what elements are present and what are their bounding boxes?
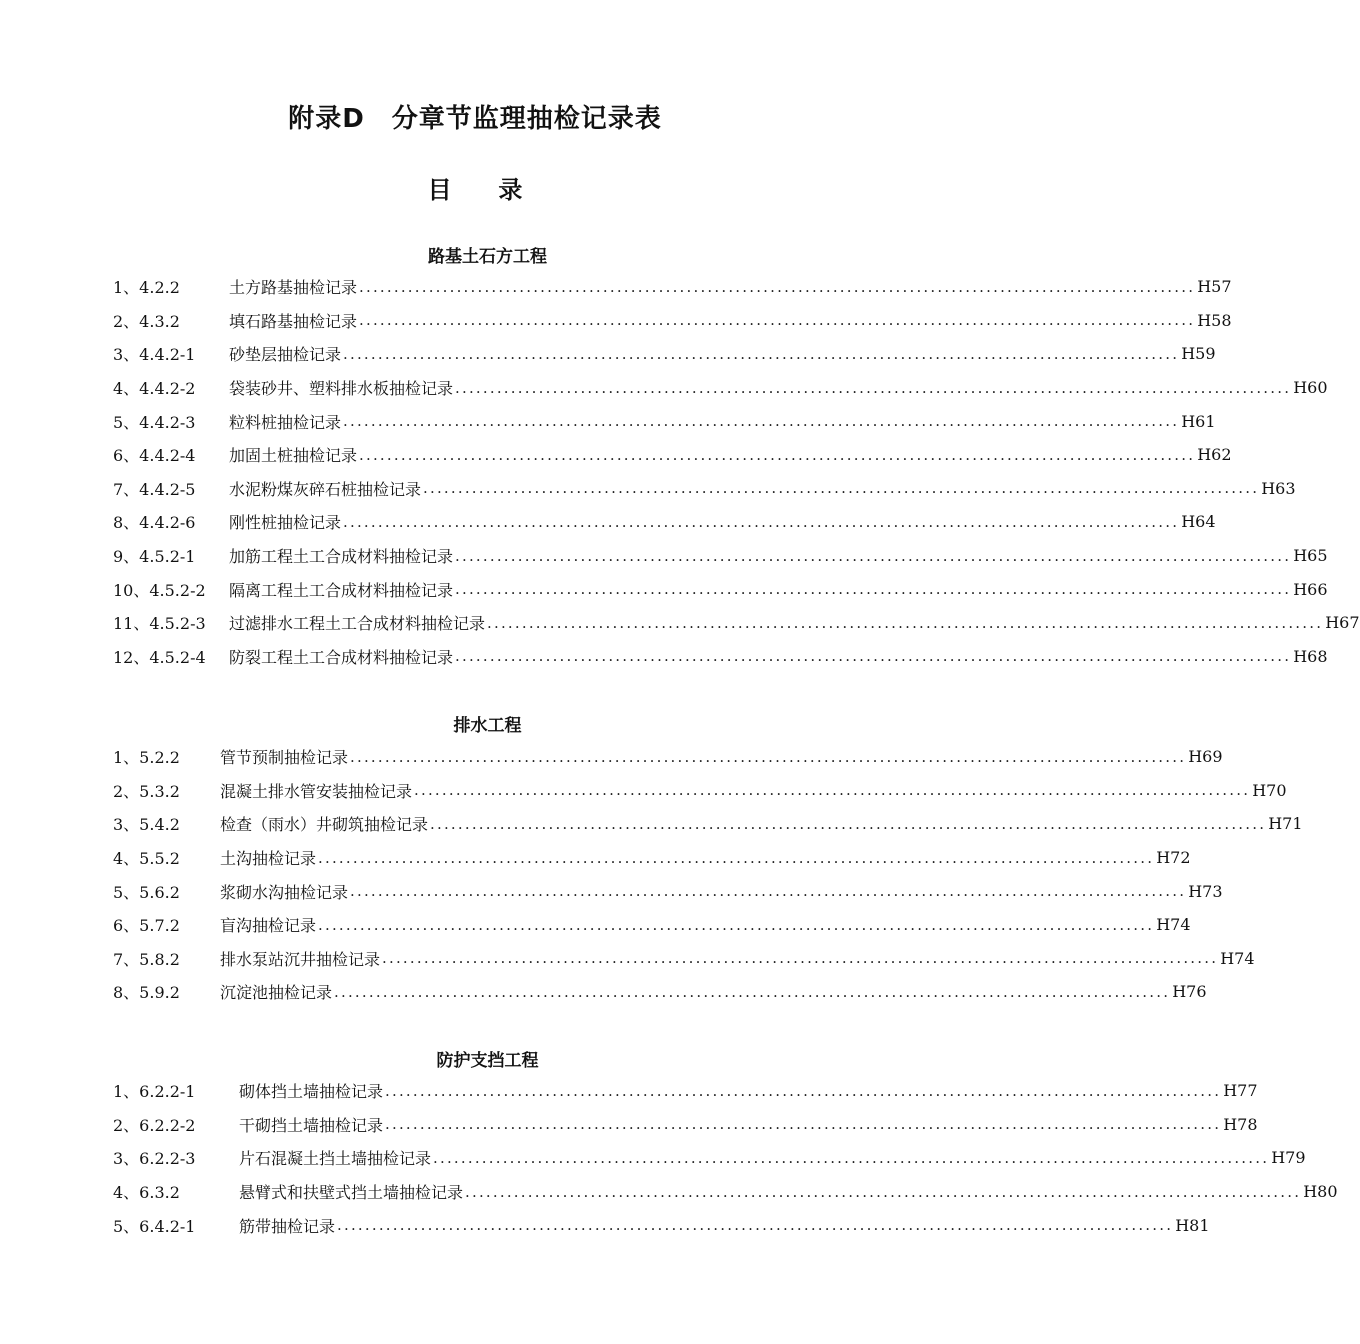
toc-entry-code: 2、5.3.2 <box>113 781 180 801</box>
toc-entry-title: 填石路基抽检记录 <box>229 311 358 331</box>
toc-entry-title: 防裂工程土工合成材料抽检记录 <box>229 647 454 667</box>
toc-entry-page-number: H74 <box>1156 915 1191 935</box>
toc-entry-title: 混凝土排水管安装抽检记录 <box>220 781 413 801</box>
toc-entry-title: 管节预制抽检记录 <box>220 748 349 768</box>
toc-entry-page-number: H57 <box>1197 277 1232 297</box>
toc-entry-title: 隔离工程土工合成材料抽检记录 <box>229 580 454 600</box>
toc-entry-title: 浆砌水沟抽检记录 <box>220 882 349 902</box>
toc-entry-code: 9、4.5.2-1 <box>113 547 196 567</box>
toc-entry[interactable] <box>113 841 1191 875</box>
section-heading-drainage: 排水工程 <box>453 716 522 736</box>
toc-entry-title: 排水泵站沉井抽检记录 <box>220 949 381 969</box>
dot-leader: ........................................................................................................................ <box>334 982 1171 1001</box>
toc-entry-page-number: H73 <box>1188 881 1223 901</box>
toc-entry-page-number: H66 <box>1293 579 1328 599</box>
dot-leader: ........................................................................................................................ <box>430 814 1267 833</box>
toc-entry-code: 8、5.9.2 <box>113 983 180 1003</box>
toc-entry[interactable] <box>113 807 1303 841</box>
toc-entry-code: 7、4.4.2-5 <box>113 479 196 499</box>
toc-entry-title: 片石混凝土挡土墙抽检记录 <box>239 1149 432 1169</box>
toc-entry[interactable] <box>113 640 1328 674</box>
toc-entry-title: 沉淀池抽检记录 <box>220 983 333 1003</box>
toc-entry-code: 3、4.4.2-1 <box>113 345 196 365</box>
toc-entry-page-number: H76 <box>1172 982 1207 1002</box>
dot-leader: ........................................................................................................................ <box>359 277 1196 296</box>
toc-entry[interactable] <box>113 1175 1338 1209</box>
toc-entry-page-number: H79 <box>1271 1148 1306 1168</box>
dot-leader: ........................................................................................................................ <box>337 1216 1174 1235</box>
toc-entry-title: 砌体挡土墙抽检记录 <box>239 1082 384 1102</box>
section-heading-retaining: 防护支挡工程 <box>436 1051 539 1071</box>
toc-entry-page-number: H68 <box>1293 646 1328 666</box>
dot-leader: ........................................................................................................................ <box>350 882 1187 901</box>
toc-entry-title: 盲沟抽检记录 <box>220 916 317 936</box>
toc-entry-page-number: H65 <box>1293 546 1328 566</box>
toc-list-retaining <box>113 1074 1338 1242</box>
toc-entry[interactable] <box>113 942 1255 976</box>
toc-heading <box>0 170 950 205</box>
toc-entry-page-number: H67 <box>1325 613 1360 633</box>
dot-leader: ........................................................................................................................ <box>385 1115 1222 1134</box>
dot-leader: ........................................................................................................................ <box>455 546 1292 565</box>
toc-entry-page-number: H77 <box>1223 1081 1258 1101</box>
toc-entry-title: 加筋工程土工合成材料抽检记录 <box>229 547 454 567</box>
toc-entry-title: 水泥粉煤灰碎石桩抽检记录 <box>229 479 422 499</box>
document-title: 附录D 分章节监理抽检记录表 <box>288 104 662 134</box>
toc-entry[interactable] <box>113 908 1191 942</box>
toc-entry[interactable] <box>113 1208 1210 1242</box>
toc-entry-code: 5、4.4.2-3 <box>113 412 196 432</box>
toc-entry-code: 11、4.5.2-3 <box>113 614 206 634</box>
toc-heading-char-2: 录 <box>498 176 523 204</box>
toc-entry-code: 2、4.3.2 <box>113 311 180 331</box>
dot-leader: ........................................................................................................................ <box>385 1081 1222 1100</box>
toc-list-drainage <box>113 740 1303 1009</box>
toc-entry-code: 4、5.5.2 <box>113 849 180 869</box>
toc-entry-page-number: H72 <box>1156 848 1191 868</box>
toc-entry-code: 8、4.4.2-6 <box>113 513 196 533</box>
toc-entry-page-number: H59 <box>1181 344 1216 364</box>
toc-entry[interactable] <box>113 1108 1258 1142</box>
toc-entry-code: 6、5.7.2 <box>113 916 180 936</box>
toc-entry-code: 1、6.2.2-1 <box>113 1082 196 1102</box>
dot-leader: ........................................................................................................................ <box>465 1182 1302 1201</box>
toc-entry-code: 10、4.5.2-2 <box>113 580 206 600</box>
toc-entry-page-number: H63 <box>1261 478 1296 498</box>
toc-entry-title: 悬臂式和扶壁式挡土墙抽检记录 <box>239 1183 464 1203</box>
toc-entry[interactable] <box>113 472 1296 506</box>
dot-leader: ........................................................................................................................ <box>359 445 1196 464</box>
toc-entry-code: 4、4.4.2-2 <box>113 379 196 399</box>
dot-leader: ........................................................................................................................ <box>382 949 1219 968</box>
dot-leader: ........................................................................................................................ <box>487 613 1324 632</box>
dot-leader: ........................................................................................................................ <box>433 1148 1270 1167</box>
toc-entry[interactable] <box>113 1141 1306 1175</box>
dot-leader: ........................................................................................................................ <box>455 378 1292 397</box>
toc-entry-title: 干砌挡土墙抽检记录 <box>239 1115 384 1135</box>
toc-entry-title: 筋带抽检记录 <box>239 1216 336 1236</box>
toc-entry-page-number: H71 <box>1268 814 1303 834</box>
toc-heading-char-1: 目 <box>427 176 452 204</box>
toc-entry-title: 过滤排水工程土工合成材料抽检记录 <box>229 614 486 634</box>
toc-entry-code: 7、5.8.2 <box>113 949 180 969</box>
toc-entry[interactable] <box>113 304 1232 338</box>
toc-entry[interactable] <box>113 975 1207 1009</box>
toc-entry-code: 1、4.2.2 <box>113 278 180 298</box>
toc-entry-page-number: H61 <box>1181 411 1216 431</box>
toc-entry-page-number: H81 <box>1175 1215 1210 1235</box>
toc-entry-title: 加固土桩抽检记录 <box>229 446 358 466</box>
toc-entry-page-number: H69 <box>1188 747 1223 767</box>
toc-entry-page-number: H62 <box>1197 445 1232 465</box>
toc-entry-title: 袋装砂井、塑料排水板抽检记录 <box>229 379 454 399</box>
toc-entry-code: 5、6.4.2-1 <box>113 1216 196 1236</box>
toc-list-subgrade <box>113 270 1360 673</box>
toc-entry-title: 砂垫层抽检记录 <box>229 345 342 365</box>
toc-entry-title: 土沟抽检记录 <box>220 849 317 869</box>
dot-leader: ........................................................................................................................ <box>318 915 1155 934</box>
toc-entry[interactable] <box>113 774 1287 808</box>
dot-leader: ........................................................................................................................ <box>455 580 1292 599</box>
dot-leader: ........................................................................................................................ <box>359 311 1196 330</box>
toc-entry-title: 刚性桩抽检记录 <box>229 513 342 533</box>
toc-entry[interactable] <box>113 606 1360 640</box>
toc-entry-title: 检查（雨水）井砌筑抽检记录 <box>220 815 429 835</box>
dot-leader: ........................................................................................................................ <box>318 848 1155 867</box>
toc-entry-code: 4、6.3.2 <box>113 1183 180 1203</box>
dot-leader: ........................................................................................................................ <box>343 512 1180 531</box>
dot-leader: ........................................................................................................................ <box>414 781 1251 800</box>
toc-entry-code: 3、6.2.2-3 <box>113 1149 196 1169</box>
toc-entry-title: 粒料桩抽检记录 <box>229 412 342 432</box>
toc-entry-page-number: H70 <box>1252 780 1287 800</box>
toc-entry-page-number: H60 <box>1293 378 1328 398</box>
toc-entry-title: 土方路基抽检记录 <box>229 278 358 298</box>
toc-entry[interactable] <box>113 740 1223 774</box>
toc-entry-page-number: H74 <box>1220 948 1255 968</box>
toc-entry[interactable] <box>113 270 1232 304</box>
dot-leader: ........................................................................................................................ <box>343 412 1180 431</box>
toc-entry[interactable] <box>113 874 1223 908</box>
toc-entry-code: 6、4.4.2-4 <box>113 446 196 466</box>
toc-entry-page-number: H64 <box>1181 512 1216 532</box>
dot-leader: ........................................................................................................................ <box>455 647 1292 666</box>
toc-entry-code: 2、6.2.2-2 <box>113 1115 196 1135</box>
toc-entry[interactable] <box>113 371 1328 405</box>
toc-entry-code: 3、5.4.2 <box>113 815 180 835</box>
toc-entry-code: 1、5.2.2 <box>113 748 180 768</box>
toc-entry-page-number: H80 <box>1303 1182 1338 1202</box>
toc-entry-page-number: H78 <box>1223 1114 1258 1134</box>
toc-entry[interactable] <box>113 438 1232 472</box>
toc-entry[interactable] <box>113 1074 1258 1108</box>
toc-entry[interactable] <box>113 539 1328 573</box>
toc-entry[interactable] <box>113 505 1216 539</box>
dot-leader: ........................................................................................................................ <box>423 479 1260 498</box>
section-heading-subgrade: 路基土石方工程 <box>428 247 547 267</box>
toc-entry-page-number: H58 <box>1197 310 1232 330</box>
dot-leader: ........................................................................................................................ <box>350 747 1187 766</box>
toc-entry-code: 12、4.5.2-4 <box>113 647 206 667</box>
dot-leader: ........................................................................................................................ <box>343 344 1180 363</box>
toc-entry[interactable] <box>113 337 1216 371</box>
toc-entry[interactable] <box>113 572 1328 606</box>
toc-entry[interactable] <box>113 404 1216 438</box>
toc-entry-code: 5、5.6.2 <box>113 882 180 902</box>
